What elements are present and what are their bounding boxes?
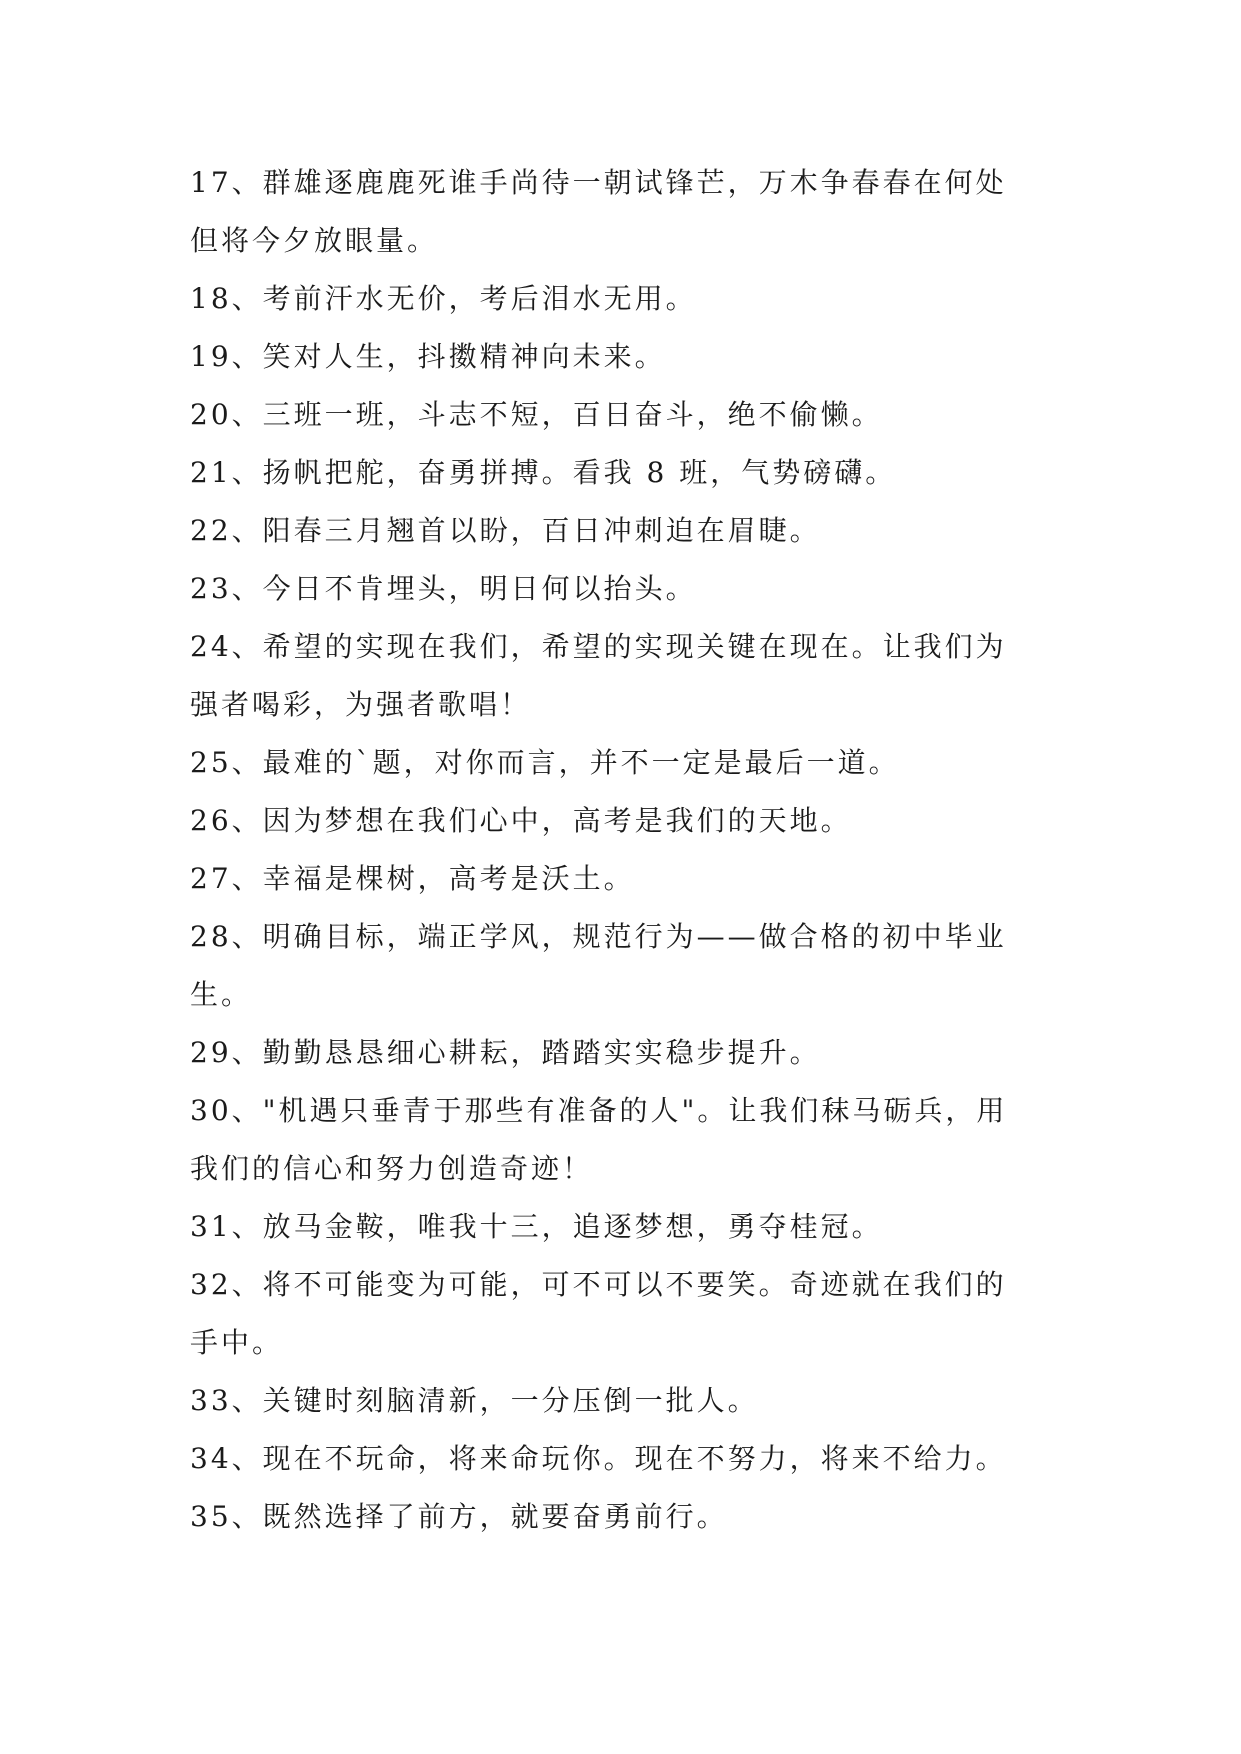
text-line: 32、将不可能变为可能，可不可以不要笑。奇迹就在我们的 [190,1268,1007,1301]
text-line: 强者喝彩，为强者歌唱！ [190,688,532,721]
text-line: 21、扬帆把舵，奋勇拼搏。看我 8 班，气势磅礴。 [190,456,897,489]
text-line: 23、今日不肯埋头，明日何以抬头。 [190,572,697,605]
document-body [190,154,1090,1546]
text-line: 19、笑对人生，抖擞精神向未来。 [190,340,666,373]
text-line: 22、阳春三月翘首以盼，百日冲刺迫在眉睫。 [190,514,821,547]
text-line: 34、现在不玩命，将来命玩你。现在不努力，将来不给力。 [190,1442,1007,1475]
text-line: 18、考前汗水无价，考后泪水无用。 [190,282,697,315]
text-line: 手中。 [190,1326,284,1359]
text-line: 26、因为梦想在我们心中，高考是我们的天地。 [190,804,852,837]
text-line: 27、幸福是棵树，高考是沃土。 [190,862,635,895]
text-line: 31、放马金鞍，唯我十三，追逐梦想，勇夺桂冠。 [190,1210,883,1243]
text-line: 24、希望的实现在我们，希望的实现关键在现在。让我们为 [190,630,1007,663]
text-line: 20、三班一班，斗志不短，百日奋斗，绝不偷懒。 [190,398,883,431]
text-line: 我们的信心和努力创造奇迹！ [190,1152,594,1185]
text-line: 35、既然选择了前方，就要奋勇前行。 [190,1500,728,1533]
text-line: 生。 [190,978,253,1011]
text-line: 但将今夕放眼量。 [190,224,439,257]
text-line: 17、群雄逐鹿鹿死谁手尚待一朝试锋芒，万木争春春在何处 [190,166,1007,199]
text-line: 33、关键时刻脑清新，一分压倒一批人。 [190,1384,759,1417]
text-line: 29、勤勤恳恳细心耕耘，踏踏实实稳步提升。 [190,1036,821,1069]
text-line: 28、明确目标，端正学风，规范行为——做合格的初中毕业 [190,920,1007,953]
text-line: 30、"机遇只垂青于那些有准备的人"。让我们秣马砺兵，用 [190,1094,1008,1127]
text-line: 25、最难的`题，对你而言，并不一定是最后一道。 [190,746,900,779]
